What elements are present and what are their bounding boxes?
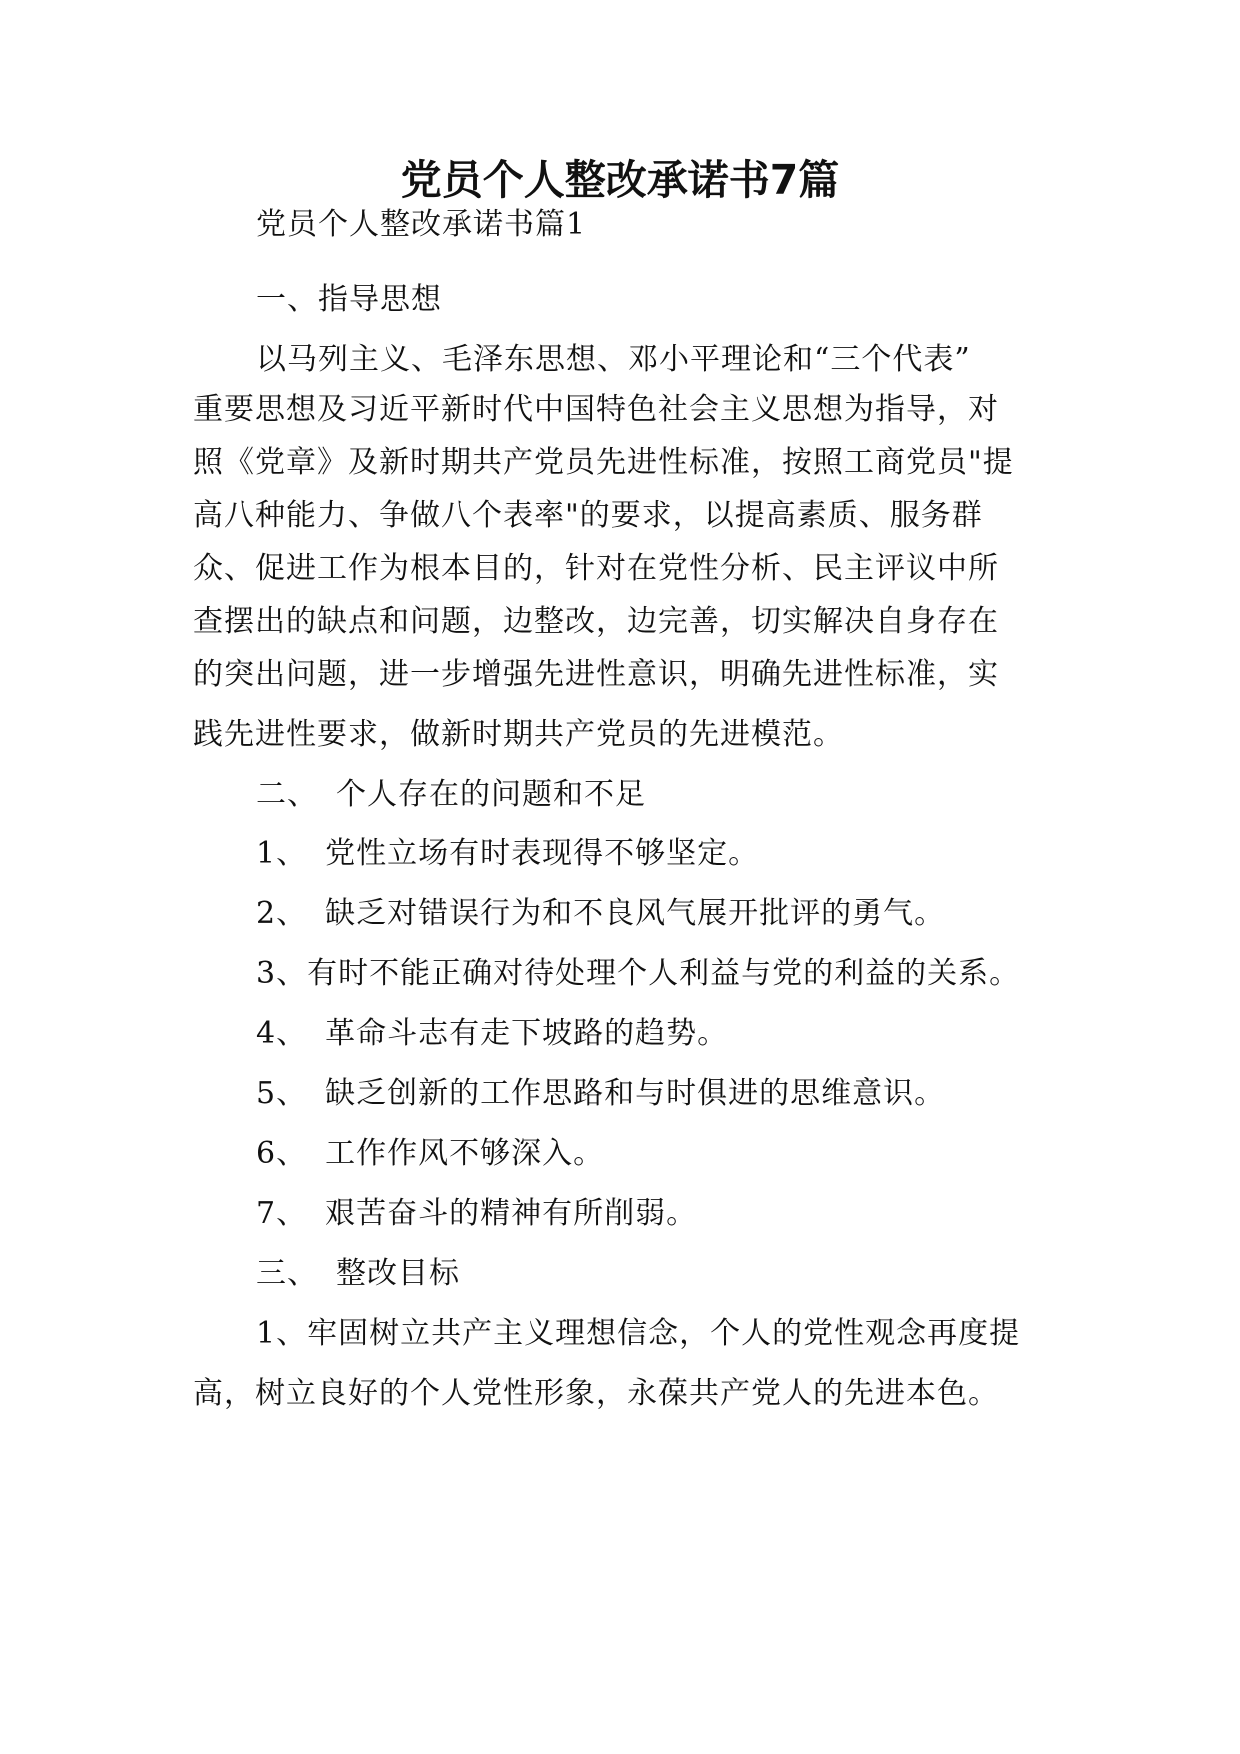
document-title: 党员个人整改承诺书7篇 bbox=[400, 156, 840, 204]
problem-item: 5、 缺乏创新的工作思路和与时俱进的思维意识。 bbox=[256, 1076, 946, 1111]
section1-line: 高八种能力、争做八个表率"的要求，以提高素质、服务群 bbox=[193, 498, 983, 533]
section1-line: 众、促进工作为根本目的，针对在党性分析、民主评议中所 bbox=[193, 551, 999, 586]
problem-item: 6、 工作作风不够深入。 bbox=[256, 1136, 605, 1171]
section1-line: 照《党章》及新时期共产党员先进性标准，按照工商党员"提 bbox=[193, 445, 1014, 480]
problem-item: 2、 缺乏对错误行为和不良风气展开批评的勇气。 bbox=[256, 896, 946, 931]
problem-item: 4、 革命斗志有走下坡路的趋势。 bbox=[256, 1016, 729, 1051]
subtitle: 党员个人整改承诺书篇1 bbox=[256, 207, 587, 242]
section3-number: 三、 bbox=[256, 1256, 318, 1291]
section1-line: 的突出问题，进一步增强先进性意识，明确先进性标准，实 bbox=[193, 657, 999, 692]
section3-line: 1、牢固树立共产主义理想信念，个人的党性观念再度提 bbox=[256, 1316, 1021, 1351]
section3-heading bbox=[256, 1249, 1156, 1299]
section1-line: 以马列主义、毛泽东思想、邓小平理论和“三个代表” bbox=[256, 342, 971, 377]
section2-number: 二、 bbox=[256, 777, 318, 812]
problem-item: 1、 党性立场有时表现得不够坚定。 bbox=[256, 836, 760, 871]
section1-line: 践先进性要求，做新时期共产党员的先进模范。 bbox=[193, 717, 844, 752]
problem-item: 3、有时不能正确对待处理个人利益与党的利益的关系。 bbox=[256, 956, 1021, 991]
problem-item: 7、 艰苦奋斗的精神有所削弱。 bbox=[256, 1196, 698, 1231]
section3-title: 整改目标 bbox=[336, 1256, 460, 1291]
section2-title: 个人存在的问题和不足 bbox=[336, 777, 646, 812]
section1-line: 查摆出的缺点和问题，边整改，边完善，切实解决自身存在 bbox=[193, 604, 999, 639]
section1-line: 重要思想及习近平新时代中国特色社会主义思想为指导，对 bbox=[193, 392, 999, 427]
section3-line: 高，树立良好的个人党性形象，永葆共产党人的先进本色。 bbox=[193, 1376, 999, 1411]
section1-heading: 一、指导思想 bbox=[256, 282, 442, 317]
section2-heading bbox=[256, 770, 1156, 820]
